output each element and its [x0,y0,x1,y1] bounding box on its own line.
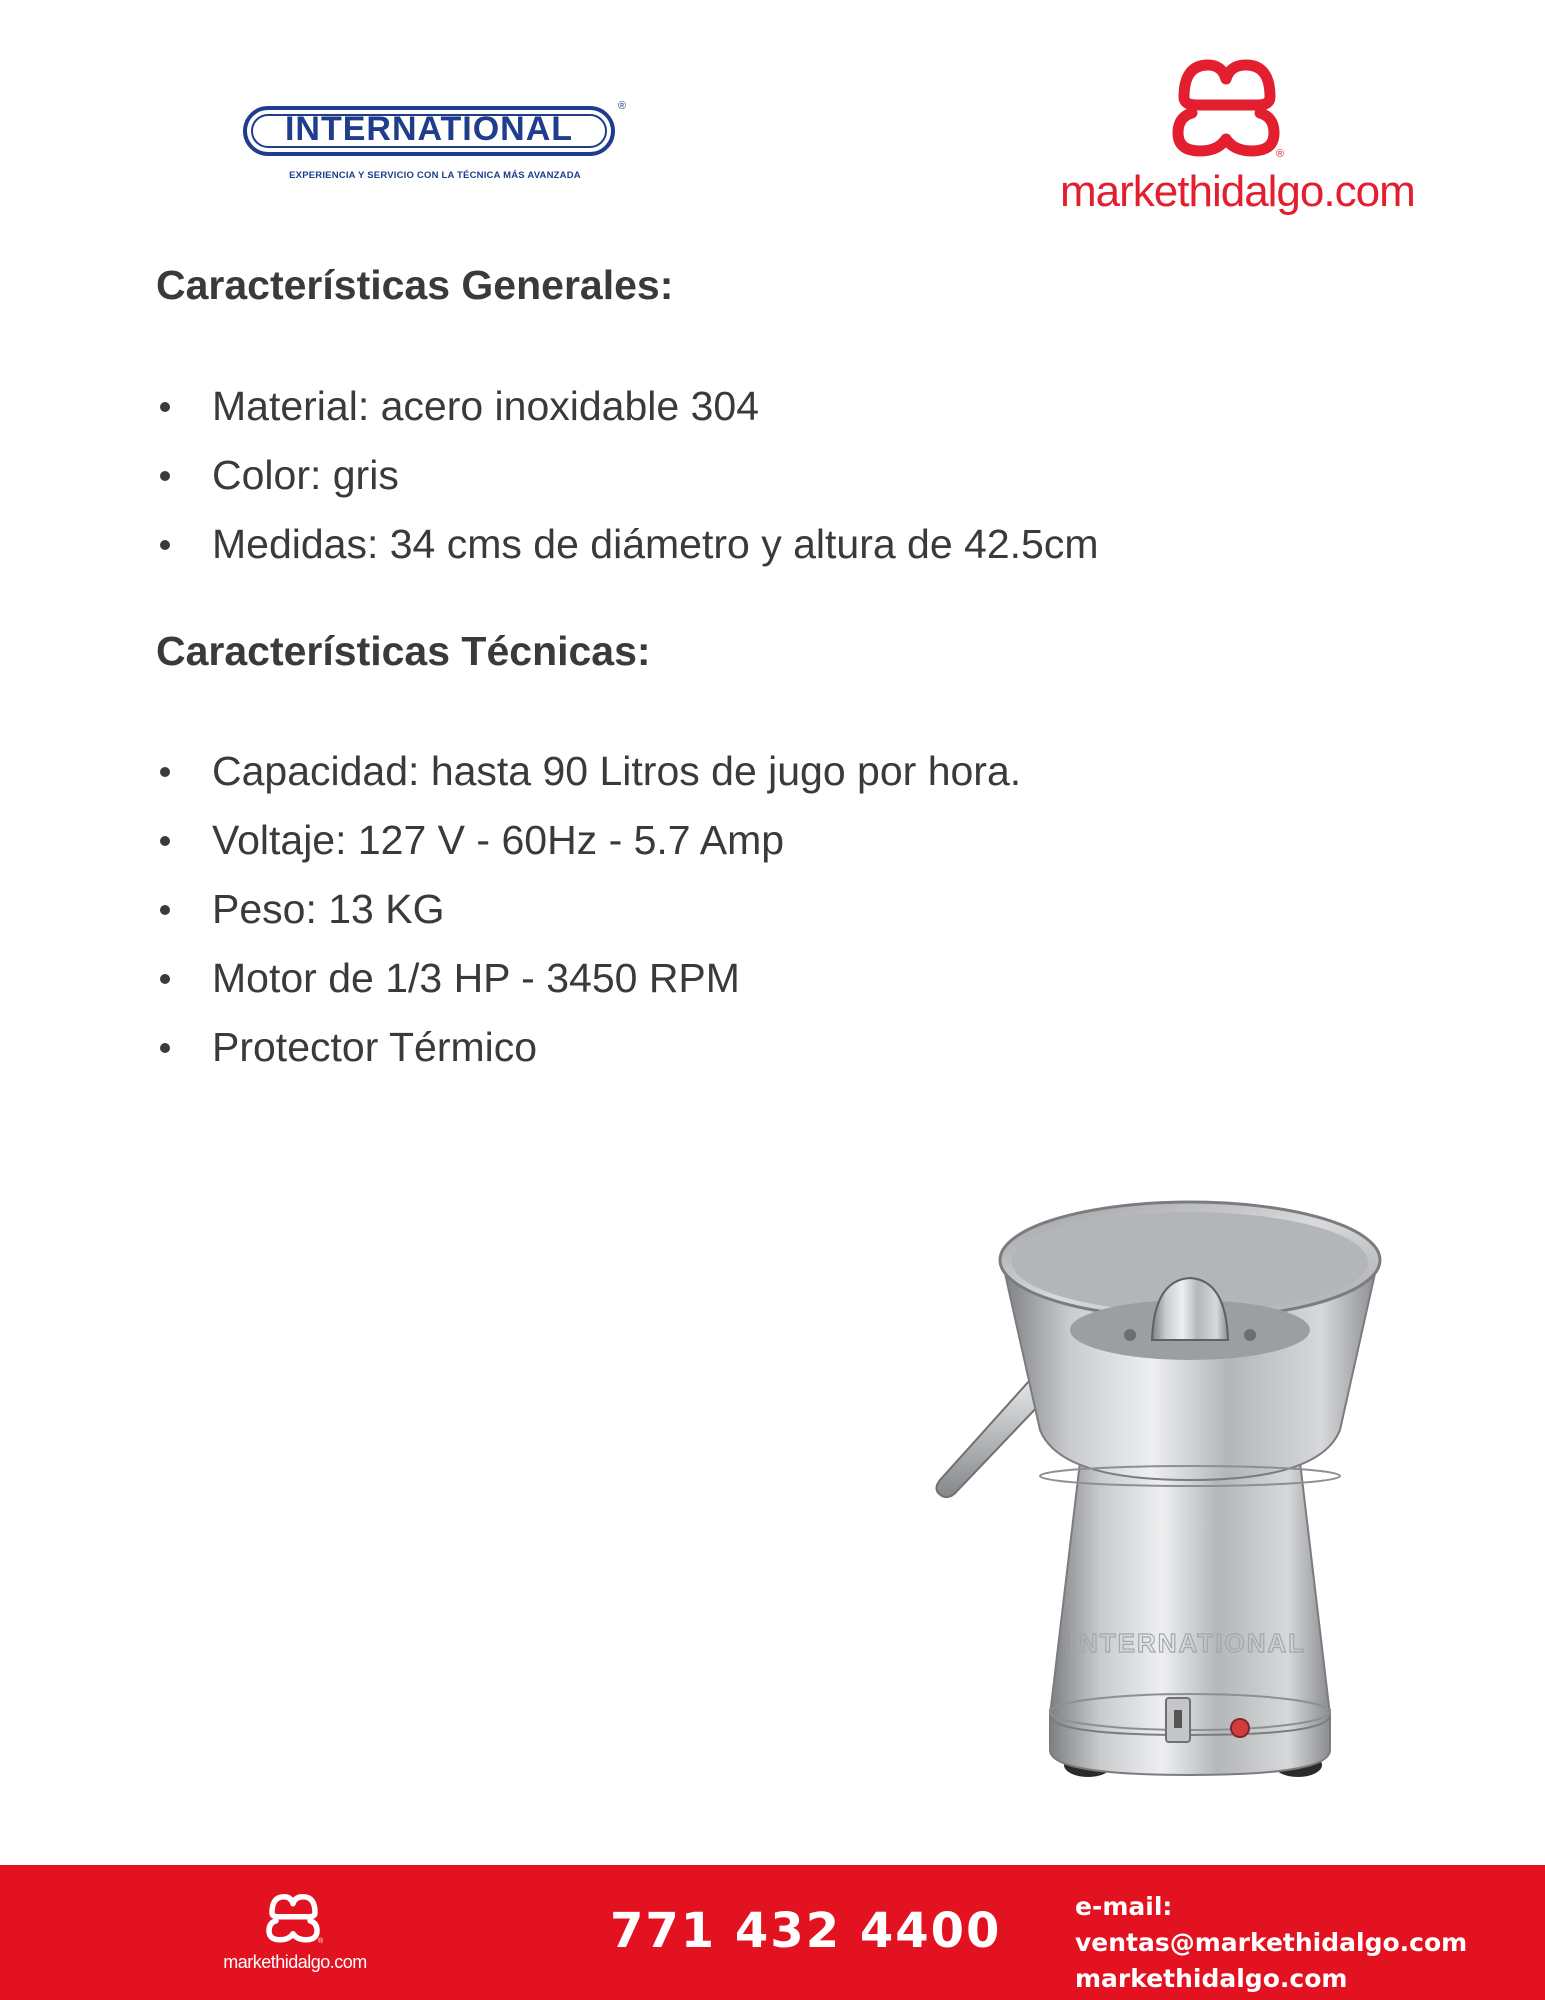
list-item: Voltaje: 127 V - 60Hz - 5.7 Amp [156,806,1021,875]
technical-title: Características Técnicas: [156,628,651,674]
footer-email: e-mail: ventas@markethidalgo.com [1075,1892,1468,1957]
markethidalgo-logo [1040,55,1420,225]
footer-contact [1075,1889,1545,1997]
registered-mark: ® [618,100,627,112]
list-item: Motor de 1/3 HP - 3450 RPM [156,944,1021,1013]
footer-logo-text: markethidalgo.com [223,1952,367,1972]
list-item: Capacidad: hasta 90 Litros de jugo por hora. [156,737,1021,806]
list-item: Medidas: 34 cms de diámetro y altura de 42.5cm [156,510,1099,579]
citrus-juicer-image [920,1190,1390,1810]
markethidalgo-mark-icon [265,1890,325,1946]
footer-logo [190,1890,400,1990]
general-title: Características Generales: [156,262,674,308]
svg-text:®: ® [1276,148,1285,160]
international-logo [240,100,630,190]
footer-website: markethidalgo.com [1075,1964,1348,1993]
international-tagline: EXPERIENCIA Y SERVICIO CON LA TÉCNICA MÁS AVANZADA [289,170,581,181]
svg-text:®: ® [318,1937,324,1945]
markethidalgo-wordmark: markethidalgo.com [1060,167,1415,216]
technical-list [156,737,1021,1082]
international-logo-name: INTERNATIONAL [284,110,574,148]
product-brand-emboss: INTERNATIONAL [1069,1628,1307,1658]
list-item: Peso: 13 KG [156,875,1021,944]
list-item: Color: gris [156,441,1099,510]
list-item: Material: acero inoxidable 304 [156,372,1099,441]
markethidalgo-mark-icon [1170,55,1290,160]
footer-bar [0,1865,1545,2000]
list-item: Protector Térmico [156,1013,1021,1082]
footer-phone: 771 432 4400 [610,1903,1002,1959]
general-list [156,372,1099,579]
